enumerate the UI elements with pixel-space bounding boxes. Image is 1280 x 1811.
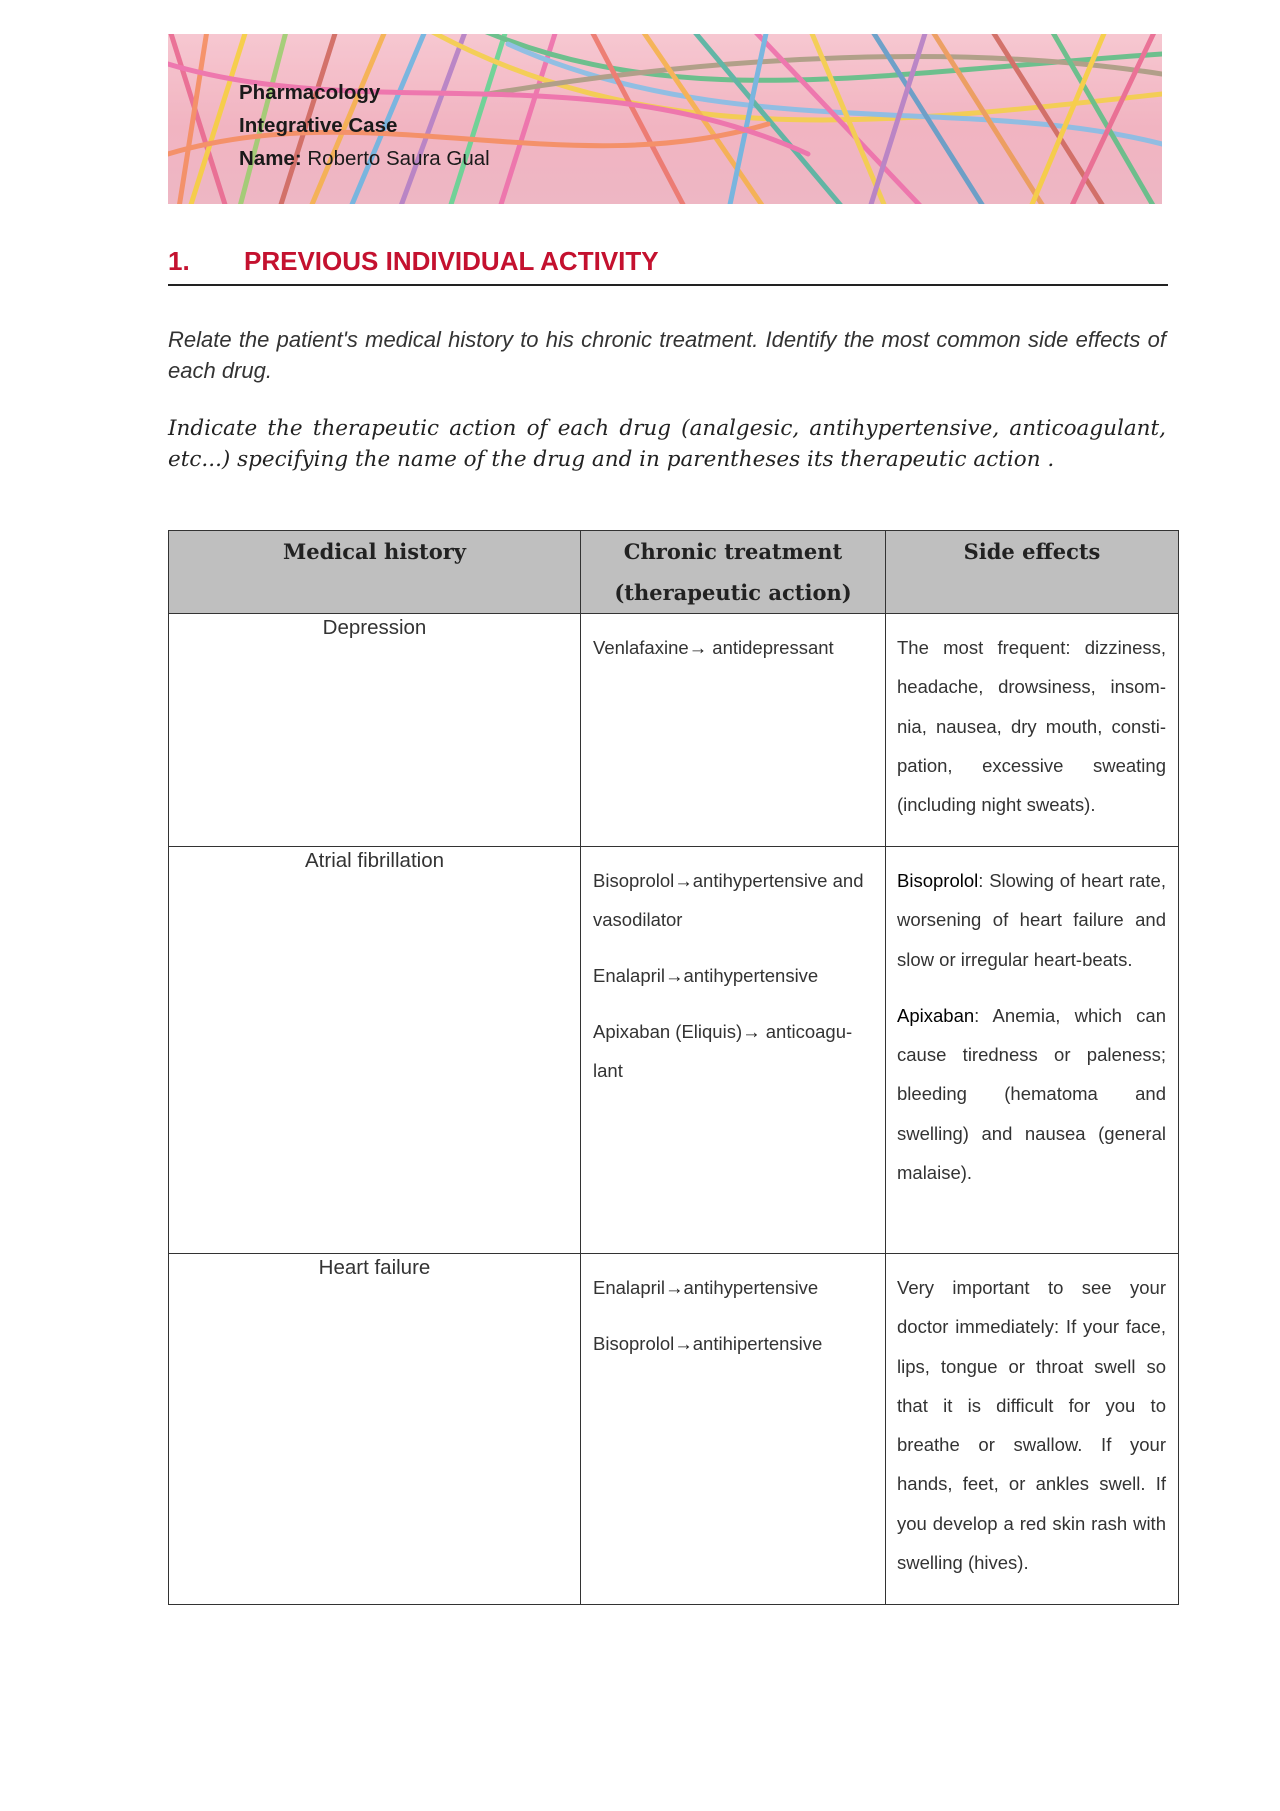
drug-name: Venlafaxine xyxy=(593,637,689,658)
arrow-icon: → xyxy=(674,1333,693,1354)
drug-name: Apixaban (Eliquis) xyxy=(593,1021,743,1042)
treatment-item xyxy=(593,628,873,667)
arrow-icon: → xyxy=(665,1277,684,1298)
therapeutic-action: antihypertensive xyxy=(683,1277,819,1298)
therapeutic-action: antihipertensive xyxy=(692,1333,823,1354)
header-chronic-treatment: Chronic treatment (therapeutic action) xyxy=(581,531,886,614)
history-cell: Atrial fibrillation xyxy=(169,847,581,1254)
side-effect-drug: Apixaban xyxy=(897,1004,975,1026)
therapeutic-action: antihypertensive and vasodilator xyxy=(593,870,864,930)
therapeutic-action: antidepressant xyxy=(707,637,834,658)
therapeutic-action: anticoagu-lant xyxy=(593,1021,853,1081)
header-side-effects: Side effects xyxy=(886,531,1179,614)
treatment-item xyxy=(593,1012,873,1090)
drug-name: Bisoprolol xyxy=(593,1333,675,1354)
arrow-icon: → xyxy=(688,637,708,658)
treatment-cell xyxy=(581,847,886,1254)
arrow-icon: → xyxy=(742,1021,761,1042)
treatment-cell xyxy=(581,1254,886,1605)
treatment-item xyxy=(593,861,873,939)
side-effects-cell xyxy=(886,1254,1179,1605)
name-label: Name: xyxy=(239,147,302,170)
side-effects-cell xyxy=(886,614,1179,847)
treatment-cell xyxy=(581,614,886,847)
side-effect-text: : Anemia, which can cause tiredness or paleness; bleeding (hematoma and swelling) and nausea (general malaise). xyxy=(897,1004,1166,1184)
side-effect-drug: Bisoprolol xyxy=(897,870,979,891)
section-number: 1. xyxy=(168,246,190,276)
arrow-icon: → xyxy=(665,965,684,986)
table-header-row xyxy=(169,531,1179,614)
treatment-item xyxy=(593,1268,873,1307)
student-name: Roberto Saura Gual xyxy=(301,147,490,170)
therapeutic-action: antihypertensive xyxy=(683,965,819,986)
history-cell: Depression xyxy=(169,614,581,847)
treatment-item xyxy=(593,1324,873,1363)
arrow-icon: → xyxy=(674,870,693,891)
drug-name: Enalapril xyxy=(593,1277,665,1298)
history-cell: Heart failure xyxy=(169,1254,581,1605)
course-title: Pharmacology xyxy=(239,81,381,104)
treatment-item xyxy=(593,956,873,995)
side-effect-entry xyxy=(897,996,1166,1192)
table-row xyxy=(169,1254,1179,1605)
side-effects-cell xyxy=(886,847,1179,1254)
drug-name: Bisoprolol xyxy=(593,870,675,891)
table-row xyxy=(169,614,1179,847)
instruction-paragraph-1: Relate the patient's medical history to his chronic treatment. Identify the most common side effects of each drug. xyxy=(168,327,1166,383)
side-effect-entry xyxy=(897,861,1166,979)
side-effect-text: The most frequent: dizziness, headache, drowsiness, insom-nia, nausea, dry mouth, consti-pation, excessive sweating (including night sweats). xyxy=(897,637,1166,816)
case-title: Integrative Case xyxy=(239,114,398,137)
side-effect-text: Very important to see your doctor immediately: If your face, lips, tongue or throat swell so that it is difficult for you to breathe or swallow. If your hands, feet, or ankles swell. If you develop a red skin rash with swelling (hives). xyxy=(897,1277,1166,1574)
side-effect-text: : Slowing of heart rate, worsening of heart failure and slow or irregular heart-beats. xyxy=(897,870,1166,970)
header-medical-history: Medical history xyxy=(169,531,581,614)
table-row xyxy=(169,847,1179,1254)
section-heading xyxy=(168,244,1168,286)
drug-name: Enalapril xyxy=(593,965,665,986)
instruction-paragraph-2: Indicate the therapeutic action of each drug (analgesic, antihypertensive, anticoagulant, etc...) specifying the name of the drug and in parentheses its therapeutic action . xyxy=(168,416,1166,472)
header-info xyxy=(239,76,490,175)
medication-table xyxy=(168,530,1179,1605)
section-title: PREVIOUS INDIVIDUAL ACTIVITY xyxy=(244,246,659,276)
header-banner xyxy=(168,34,1162,204)
